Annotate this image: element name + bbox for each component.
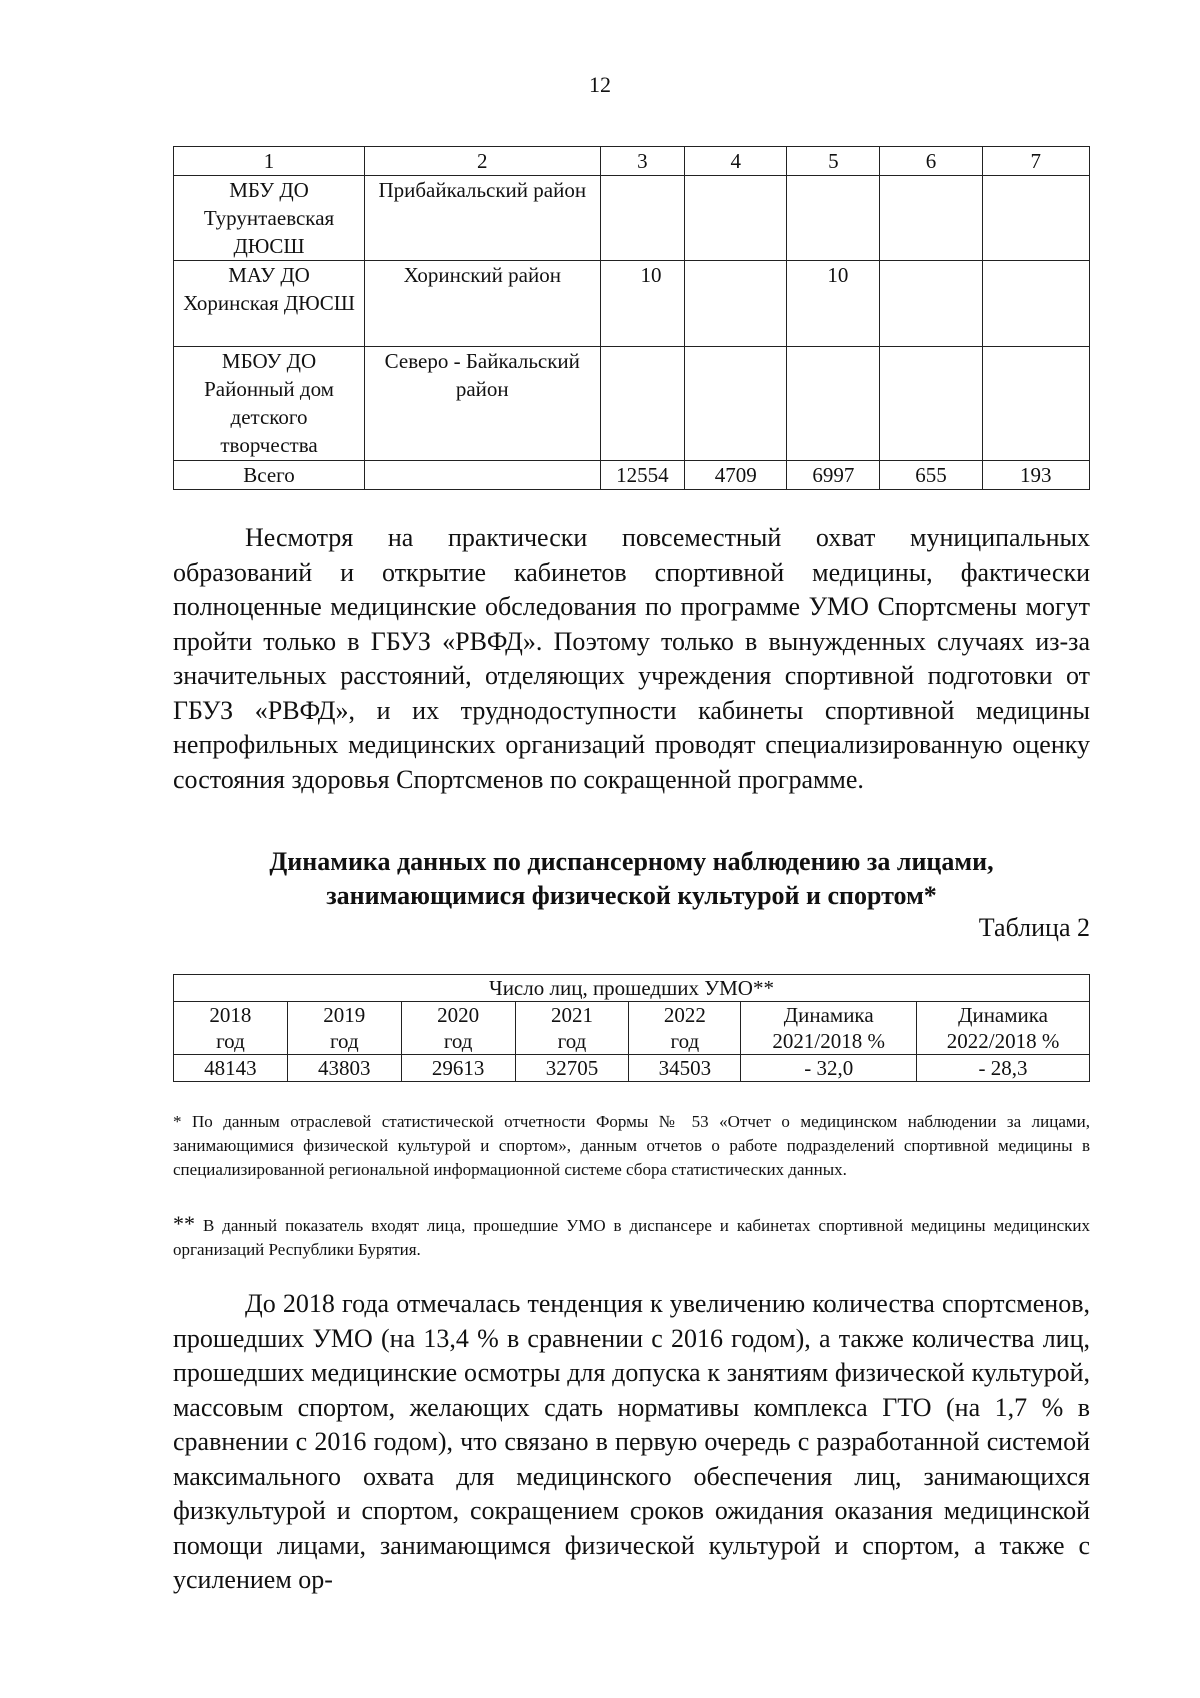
total-cell: 6997 — [787, 461, 880, 490]
table-dynamics — [173, 974, 1090, 1082]
paragraph-trend: До 2018 года отмечалась тенденция к увеличению количества спортсменов, прошедших УМО (на 13,4 % в сравнении с 2016 годом), а также количества лиц, прошедших медицинские осмотры для допуска к занятиям физической культурой, массовым спортом, желающих сдать нормативы комплекса ГТО (на 1,7 % в сравнении с 2016 годом), что связано в первую очередь с разработанной системой максимального охвата для медицинского обеспечения лиц, занимающихся физкультурой и спортом, сокращением сроков ожидания оказания медицинской помощи лицами, занимающимся физической культурой и спортом, а также с усилением ор- — [173, 1289, 1090, 1594]
value-cell: 10 — [600, 261, 685, 347]
column-header: 2020 год — [401, 1002, 515, 1055]
value-cell: 43803 — [287, 1055, 401, 1082]
column-header: 2022 год — [629, 1002, 741, 1055]
heading-line: занимающимися физической культурой и спортом* — [326, 881, 937, 910]
table-title-row — [174, 975, 1090, 1002]
value-cell — [685, 347, 787, 461]
column-header: 2019 год — [287, 1002, 401, 1055]
header-cell: 1 — [174, 147, 365, 176]
value-cell — [982, 347, 1089, 461]
value-cell — [600, 347, 685, 461]
table-header-row — [174, 147, 1090, 176]
table-total-row — [174, 461, 1090, 490]
value-cell — [787, 176, 880, 261]
institution-cell: МБУ ДО Турунтаевская ДЮСШ — [174, 176, 365, 261]
heading-line: Динамика данных по диспансерному наблюдению за лицами, — [269, 847, 994, 876]
table-institutions — [173, 146, 1090, 490]
header-cell: 2 — [365, 147, 600, 176]
column-header: 2021 год — [515, 1002, 629, 1055]
district-cell: Хоринский район — [365, 261, 600, 347]
value-cell — [880, 347, 982, 461]
value-cell — [880, 261, 982, 347]
total-cell: 655 — [880, 461, 982, 490]
value-cell — [982, 176, 1089, 261]
table-label: Таблица 2 — [978, 913, 1090, 942]
table-row — [174, 176, 1090, 261]
value-cell: - 32,0 — [741, 1055, 917, 1082]
total-label: Всего — [174, 461, 365, 490]
section-heading — [173, 845, 1090, 913]
institution-cell: МБОУ ДО Районный дом детского творчества — [174, 347, 365, 461]
district-cell: Северо - Байкальский район — [365, 347, 600, 461]
value-cell — [787, 347, 880, 461]
table-header-row — [174, 1002, 1090, 1055]
footnote-2 — [173, 1212, 1090, 1262]
value-cell: 29613 — [401, 1055, 515, 1082]
page-number: 12 — [589, 72, 611, 97]
value-cell: 10 — [787, 261, 880, 347]
column-header: Динамика 2021/2018 % — [741, 1002, 917, 1055]
total-cell — [365, 461, 600, 490]
value-cell: - 28,3 — [917, 1055, 1090, 1082]
value-cell — [880, 176, 982, 261]
column-header: Динамика 2022/2018 % — [917, 1002, 1090, 1055]
footnote-1: * По данным отраслевой статистической отчетности Формы № 53 «Отчет о медицинском наблюдении за лицами, занимающимися физической культурой и спортом», данным отчетов о работе подразделений спортивной медицины в специализированной региональной информационной системе сбора статистических данных. — [173, 1112, 1090, 1179]
table-row — [174, 261, 1090, 347]
value-cell: 32705 — [515, 1055, 629, 1082]
paragraph-coverage: Несмотря на практически повсеместный охват муниципальных образований и открытие кабинетов спортивной медицины, фактически полноценные медицинские обследования по программе УМО Спортсмены могут пройти только в ГБУЗ «РВФД». Поэтому только в вынужденных случаях из-за значительных расстояний, отделяющих учреждения спортивной подготовки от ГБУЗ «РВФД», и их труднодоступности кабинеты спортивной медицины непрофильных медицинских организаций проводят специализированную оценку состояния здоровья Спортсменов по сокращенной программе. — [173, 523, 1090, 794]
table-row — [174, 1055, 1090, 1082]
district-cell: Прибайкальский район — [365, 176, 600, 261]
value-cell: 48143 — [174, 1055, 288, 1082]
total-cell: 12554 — [600, 461, 685, 490]
table-row — [174, 347, 1090, 461]
column-header: 2018 год — [174, 1002, 288, 1055]
value-cell — [982, 261, 1089, 347]
footnote-text: В данный показатель входят лица, прошедшие УМО в диспансере и кабинетах спортивной медицины медицинских организаций Республики Бурятия. — [173, 1216, 1091, 1259]
footnote-marker: ** — [173, 1211, 195, 1236]
header-cell: 5 — [787, 147, 880, 176]
table-title: Число лиц, прошедших УМО** — [174, 975, 1090, 1002]
value-cell — [685, 176, 787, 261]
total-cell: 193 — [982, 461, 1089, 490]
institution-cell: МАУ ДО Хоринская ДЮСШ — [174, 261, 365, 347]
value-cell — [685, 261, 787, 347]
header-cell: 7 — [982, 147, 1089, 176]
header-cell: 4 — [685, 147, 787, 176]
value-cell: 34503 — [629, 1055, 741, 1082]
value-cell — [600, 176, 685, 261]
header-cell: 3 — [600, 147, 685, 176]
header-cell: 6 — [880, 147, 982, 176]
total-cell: 4709 — [685, 461, 787, 490]
